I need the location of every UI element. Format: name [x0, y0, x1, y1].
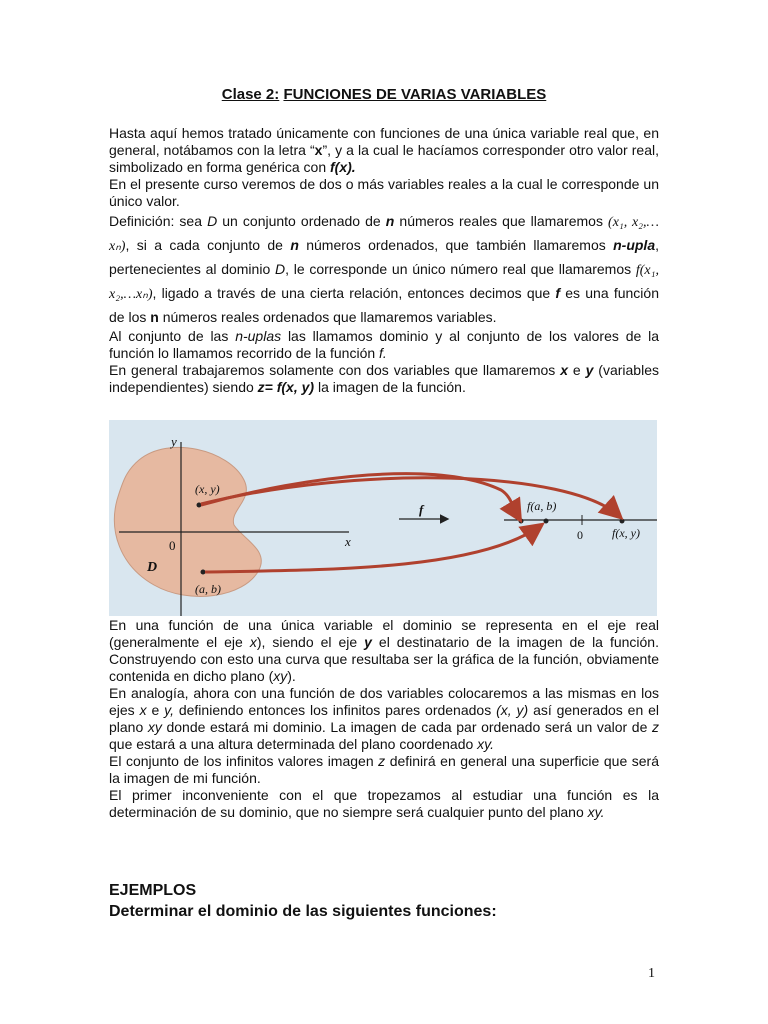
domain-region: [114, 447, 261, 596]
definition-paragraph: [109, 210, 659, 328]
text: ).: [287, 668, 296, 684]
var-f: f.: [379, 345, 387, 361]
label-f: f: [419, 502, 424, 517]
text: que estará a una altura determinada del plano coordenado: [109, 736, 478, 752]
z-fxy: z= f(x, y): [257, 379, 315, 395]
label-origin: 0: [169, 538, 176, 553]
label-D: D: [147, 560, 158, 575]
page-title: [109, 86, 659, 103]
var-x: x: [249, 634, 257, 650]
label-y: y: [171, 434, 177, 449]
text: definiendo entonces los infinitos pares ordenados: [173, 702, 497, 718]
label-xy: (x, y): [195, 482, 220, 496]
body-paragraph-4: [109, 787, 659, 821]
text: e: [146, 702, 165, 718]
intro-section: [109, 125, 659, 396]
text: El primer inconveniente con el que tropezamos al estudiar una función es la determinación de su dominio, que no siempre será cualquier punto del plano: [109, 787, 659, 820]
label-fxy: f(x, y): [612, 526, 640, 540]
point-fxy: [620, 519, 625, 524]
figure-svg: [109, 420, 657, 616]
text: un conjunto ordenado de: [217, 213, 386, 229]
text: En analogía, ahora con una función de dos variables colocaremos a las mismas en los ejes: [109, 685, 659, 718]
page-number: 1: [648, 966, 655, 981]
text: Hasta aquí hemos tratado únicamente con funciones de una única variable real que, en general, notábamos con la letra “: [109, 125, 659, 158]
label-x: x: [345, 534, 351, 549]
title-prefix: Clase 2:: [221, 86, 280, 103]
text: las llamamos dominio y al conjunto de los valores de la función lo llamamos recorrido de la función: [109, 328, 659, 361]
intro-paragraph-4: [109, 328, 659, 362]
var-D: D: [274, 261, 286, 277]
var-n: n: [290, 237, 299, 253]
var-x: x: [560, 362, 568, 378]
f-tuple: f(x₁, x₂,…xₙ): [109, 263, 660, 302]
text: números reales que llamaremos: [394, 213, 609, 229]
text: ”, y a la cual le hacíamos corresponder otro valor real, simbolizado en forma genérica con: [109, 142, 659, 175]
text: , ligado a través de una cierta relación, entonces decimos que: [152, 285, 556, 301]
function-mapping-figure: [109, 420, 657, 616]
text: números reales ordenados que llamaremos variables.: [158, 309, 497, 325]
body-section: [109, 617, 659, 821]
var-xy: xy.: [477, 736, 495, 752]
body-paragraph-2: [109, 685, 659, 753]
body-paragraph-3: [109, 753, 659, 787]
intro-paragraph-2: En el presente curso veremos de dos o más variables reales a la cual le corresponde un único valor.: [109, 176, 659, 209]
n-upla: n-upla: [613, 237, 656, 253]
text: Al conjunto de las: [109, 328, 236, 344]
text: e: [567, 362, 586, 378]
text: , pertenecientes al dominio: [109, 237, 659, 277]
var-y: y: [585, 362, 594, 378]
var-n: n: [385, 213, 395, 229]
ejemplos-heading: EJEMPLOS: [109, 882, 197, 899]
body-paragraph-1: [109, 617, 659, 685]
var-f: f: [555, 285, 561, 301]
intro-paragraph-1: [109, 125, 659, 176]
ejemplos-subheading: Determinar el dominio de las siguientes funciones:: [109, 903, 497, 920]
var-z: z: [652, 719, 659, 735]
text: En general trabajaremos solamente con dos variables que llamaremos: [109, 362, 561, 378]
text: Definición: sea: [109, 213, 208, 229]
title-main: FUNCIONES DE VARIAS VARIABLES: [283, 86, 547, 103]
var-y: y: [364, 634, 372, 650]
text: así generados en el plano: [109, 702, 659, 735]
var-x: x: [139, 702, 147, 718]
var-x: x: [314, 142, 323, 158]
text: En una función de una única variable el dominio se representa en el eje real (generalmente el eje: [109, 617, 659, 650]
point-fab2: [519, 519, 524, 524]
point-fab: [544, 519, 549, 524]
var-xy: xy: [147, 719, 162, 735]
point-ab: [201, 570, 206, 575]
text: donde estará mi dominio. La imagen de cada par ordenado será un valor de: [161, 719, 652, 735]
text: la imagen de la función.: [314, 379, 466, 395]
tuple: (x₁, x₂,…xₙ): [109, 215, 659, 254]
n-uplas: n-uplas: [235, 328, 282, 344]
var-n: n: [150, 309, 159, 325]
pair-xy: (x, y): [496, 702, 529, 718]
var-xy: xy.: [587, 804, 605, 820]
label-fab: f(a, b): [527, 499, 557, 513]
text: El conjunto de los infinitos valores imagen: [109, 753, 379, 769]
text: definirá en general una superficie que será la imagen de mi función.: [109, 753, 659, 786]
label-ab: (a, b): [195, 582, 221, 596]
text: , si a cada conjunto de: [125, 237, 291, 253]
intro-paragraph-5: [109, 362, 659, 396]
point-xy: [197, 503, 202, 508]
var-D: D: [207, 213, 218, 229]
text: ), siendo el eje: [256, 634, 365, 650]
var-y: y,: [164, 702, 174, 718]
var-xy: xy: [273, 668, 288, 684]
text: , le corresponde un único número real que llamaremos: [285, 261, 636, 277]
label-origin-right: 0: [577, 528, 583, 542]
var-z: z: [378, 753, 386, 769]
fx: f(x).: [330, 159, 356, 175]
text: (variables independientes) siendo: [109, 362, 659, 395]
text: el destinatario de la imagen de la función. Construyendo con esto una curva que resultaba ser la gráfica de la función, obviamente contenida en dicho plano (: [109, 634, 659, 684]
text: números ordenados, que también llamaremos: [298, 237, 614, 253]
text: es una función de los: [109, 285, 659, 325]
